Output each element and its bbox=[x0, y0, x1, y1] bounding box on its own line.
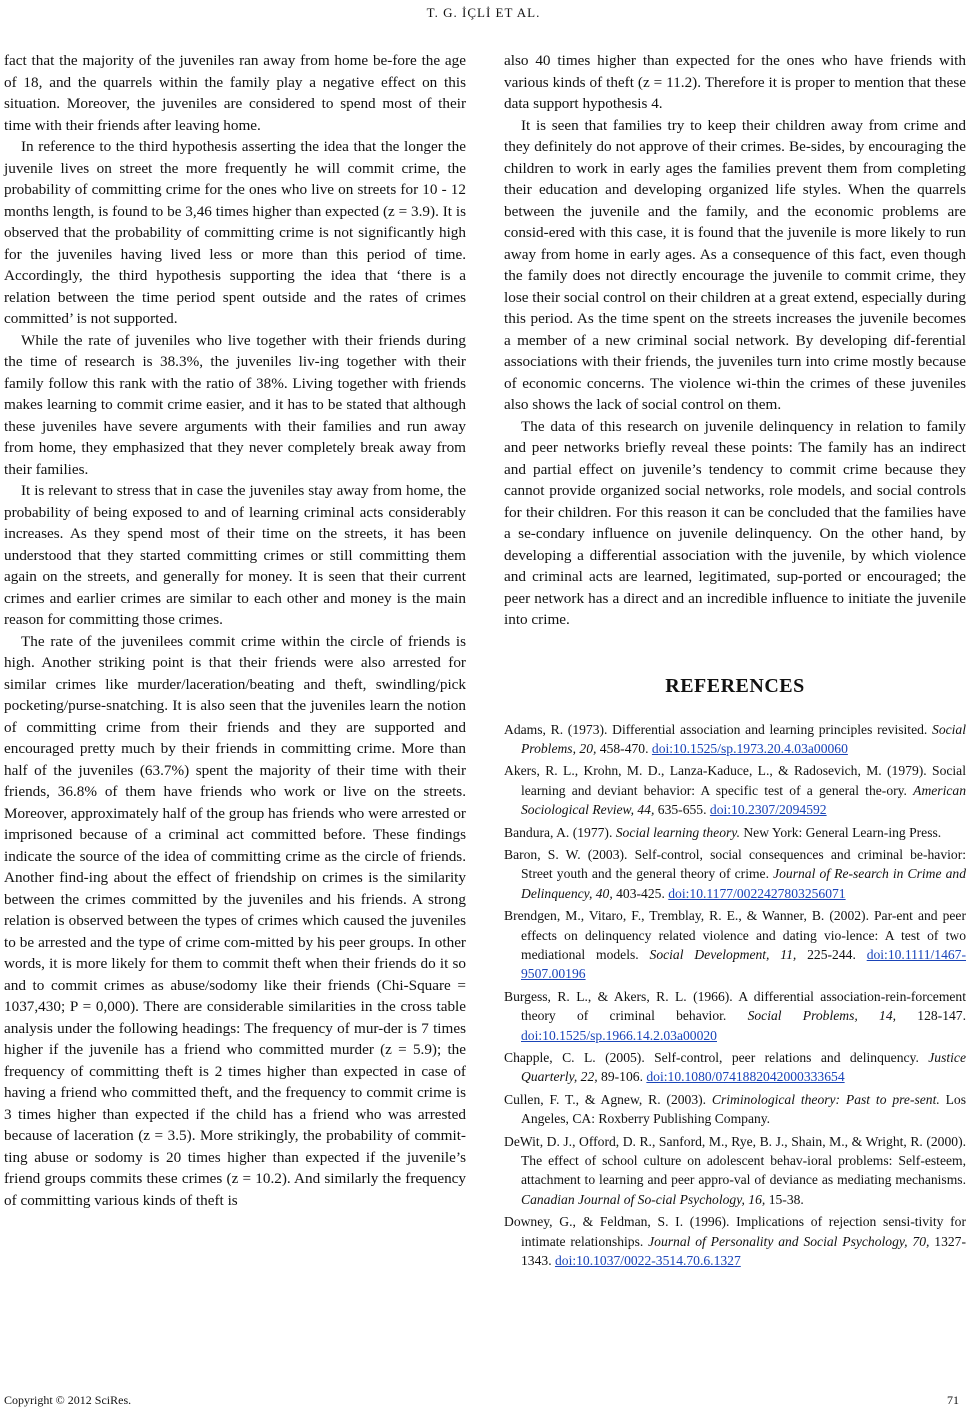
reference-text: Baron, S. W. (2003). Self-control, social consequences and criminal be-havior: Street youth and the general theory of crime. bbox=[504, 846, 966, 882]
right-column bbox=[504, 50, 966, 1273]
doi-link[interactable]: doi:10.1037/0022-3514.70.6.1327 bbox=[554, 1253, 741, 1269]
reference-item bbox=[504, 1048, 966, 1087]
reference-text: Adams, R. (1973). Differential association and learning principles revisited. bbox=[504, 721, 933, 737]
reference-pages: 1327-1343. bbox=[521, 1233, 967, 1269]
reference-source: Social Development, 11, bbox=[649, 946, 797, 962]
reference-item bbox=[504, 720, 966, 759]
page-number: 71 bbox=[947, 1393, 959, 1407]
reference-source: Social Problems, 20, bbox=[521, 721, 966, 756]
reference-pages: 15-38. bbox=[765, 1191, 804, 1207]
reference-pages: 225-244. bbox=[796, 946, 867, 962]
reference-item bbox=[504, 1132, 966, 1210]
reference-source: Journal of Personality and Social Psychology, 70, bbox=[648, 1233, 930, 1249]
paragraph: It is seen that families try to keep their children away from crime and they definitely do not approve of their crimes. Be-sides, by encouraging the children to work in early ages the families prevent them from completing their education and developing organized life styles. When the quarrels between the juvenile and the family, and the economic problems are consid-ered with this case, it is found that the juvenile is more likely to run away from home in early ages. As a consequence of this fact, even though the family does not directly encourage the juvenile to commit crime, they lose their social control on their children at a great extend, especially during this period. As the time spent on the streets increases the juvenile becomes a member of a new criminal social network. By developing dif-ferential associations with their friends, the juveniles turn into crime mostly because of economic concerns. The violence wi-thin the crimes of these juveniles also shows the lack of social control on them. bbox=[504, 116, 966, 413]
reference-item bbox=[504, 1090, 966, 1129]
left-column bbox=[4, 50, 466, 1211]
reference-source: Journal of Re-search in Crime and Delinquency, 40, bbox=[521, 866, 966, 901]
reference-pages: 635-655. bbox=[654, 802, 710, 818]
reference-pages: Los Angeles, CA: Roxberry Publishing Company. bbox=[521, 1091, 967, 1127]
reference-item bbox=[504, 906, 966, 984]
reference-pages: 89-106. bbox=[597, 1069, 647, 1085]
reference-text: Bandura, A. (1977). bbox=[504, 824, 616, 840]
doi-link[interactable]: doi:10.1525/sp.1966.14.2.03a00020 bbox=[521, 1027, 717, 1043]
reference-text: Chapple, C. L. (2005). Self-control, peer relations and delinquency. bbox=[504, 1050, 929, 1065]
reference-pages: 403-425. bbox=[612, 885, 669, 901]
doi-link[interactable]: doi:10.1111/1467-9507.00196 bbox=[521, 946, 966, 982]
reference-source: Criminological theory: Past to pre-sent. bbox=[711, 1091, 940, 1107]
paragraph: The rate of the juvenilees commit crime within the circle of friends is high. Another striking point is that their friends were also arrested for similar crimes like murder/laceration/beating and theft, swindling/pick pocketing/purse-snatching. It is also seen that the juveniles learn the notion of committing crime from their friends and they are supported and encouraged pretty much by their friends in committing crime. More than half of the juveniles (63.7%) spent the majority of their time with their friends, 36.8% of them have friends who work or live on the streets. Moreover, approximately half of the group has friends who were arrested or imprisoned because of a criminal act committed before. These findings indicate the source of the idea of committing crime as the circle of friends. Another find-ing about the effect of friendship on crimes is the similarity between the crimes committed by the juveniles and his friends. A strong relation is observed between the types of crimes which caused the juveniles to be arrested and the type of crime com-mitted by his peer groups. In other words, it is more likely for them to commit theft when their friends do it so and to commit crimes as abuse/sodomy like their friends (Chi-Square = 1037,430; P = 0,000). There are considerable similarities in the cross table analysis under the following headings: The frequency of mur-der is 7 times higher if the juvenile has a friend who committed murder (z = 5.9); the frequency of committing theft is 2 times higher than expected in case of having a friend who committed theft, and the frequency to commit crime is 3 times higher than expected if the child has a friend who was arrested because of laceration (z = 3.5). More strikingly, the probability of commit-ting abuse or sodomy is 20 times higher than expected if the juvenile’s friend groups commits these crimes (z = 10.2). And similarly the frequency of committing various kinds of theft is bbox=[4, 632, 466, 1209]
reference-item bbox=[504, 845, 966, 903]
reference-pages: New York: General Learn-ing Press. bbox=[739, 824, 942, 840]
reference-source: Social learning theory. bbox=[615, 824, 740, 840]
reference-pages: 128-147. bbox=[896, 1008, 967, 1024]
paragraph: While the rate of juveniles who live together with their friends during the time of research is 38.3%, the juveniles liv-ing together with their family follow this rank with the ratio of 38%. Living together with friends makes learning to commit crime easier, and it has to be stated that although these juveniles have severe arguments with their families and run away from home, they emphasized that they never completely break away from their families. bbox=[4, 331, 466, 478]
reference-item bbox=[504, 1212, 966, 1270]
reference-text: Akers, R. L., Krohn, M. D., Lanza-Kaduce, L., & Radosevich, M. (1979). Social learning and deviant behavior: A specific test of a general the-ory. bbox=[504, 763, 966, 798]
reference-source: Social Problems, 14, bbox=[747, 1008, 897, 1024]
paragraph: The data of this research on juvenile delinquency in relation to family and peer networks briefly reveal these points: The family has an indirect and partial effect on juvenile’s tendency to commit crime because they cannot provide organized social networks, role models, and social controls for their children. For this reason it can be concluded that the families have a se-condary influence on juvenile delinquency. On the other hand, by developing a differential association with the juvenile, by which violence and criminal acts are learned, legitimated, sup-ported or encouraged; the peer network has a direct and an incredible influence to initiate the juvenile into crime. bbox=[504, 417, 966, 628]
reference-text: Cullen, F. T., & Agnew, R. (2003). bbox=[504, 1091, 712, 1107]
reference-item bbox=[504, 987, 966, 1045]
reference-source: American Sociological Review, 44, bbox=[521, 782, 966, 818]
doi-link[interactable]: doi:10.1080/0741882042000333654 bbox=[646, 1069, 845, 1085]
reference-text: Burgess, R. L., & Akers, R. L. (1966). A differential association-rein-forcement theory of criminal behavior. bbox=[504, 988, 966, 1024]
running-head: T. G. İÇLİ ET AL. bbox=[426, 5, 541, 20]
paragraph: also 40 times higher than expected for the ones who have friends with various kinds of theft (z = 11.2). Therefore it is proper to mention that these data support hypothesis 4. bbox=[504, 52, 966, 112]
reference-item bbox=[504, 823, 966, 842]
paragraph: It is relevant to stress that in case the juveniles stay away from home, the probability of being exposed to and of learning criminal acts considerably increases. As they spend most of their time on the streets, it has been understood that they started committing crimes or still committing them again on the streets, and generally for money. It is seen that their current crimes and earlier crimes are similar to each other and money is the main reason for committing those crimes. bbox=[4, 482, 466, 628]
references-heading: REFERENCES bbox=[665, 674, 805, 697]
reference-source: Canadian Journal of So-cial Psychology, 16, bbox=[521, 1191, 766, 1207]
reference-item bbox=[504, 761, 966, 819]
reference-text: Downey, G., & Feldman, S. I. (1996). Implications of rejection sensi-tivity for intimate relationships. bbox=[504, 1214, 966, 1249]
doi-link[interactable]: doi:10.2307/2094592 bbox=[709, 802, 827, 818]
reference-source: Justice Quarterly, 22, bbox=[521, 1050, 966, 1085]
reference-text: Brendgen, M., Vitaro, F., Tremblay, R. E., & Wanner, B. (2002). Par-ent and peer effects on delinquency related violence and dating vio-lence: A test of two mediational models. bbox=[504, 908, 966, 962]
reference-list bbox=[504, 720, 966, 1271]
reference-text: DeWit, D. J., Offord, D. R., Sanford, M., Rye, B. J., Shain, M., & Wright, R. (2000). The effect of school culture on adolescent behav-ioral problems: Self-esteem, attachment to learning and peer appro-val of deviance as mediating mechanisms. bbox=[504, 1133, 966, 1188]
copyright: Copyright © 2012 SciRes. bbox=[4, 1393, 132, 1407]
paragraph: In reference to the third hypothesis asserting the idea that the longer the juvenile lives on street the more frequently he will commit crime, the probability of committing crime for the ones who live on streets for 10 - 12 months length, is found to be 3,46 times higher than expected (z = 3.9). It is observed that the probability of committing crime is not significantly high for the juveniles having lived less or more than this period of time. Accordingly, the third hypothesis supporting the idea that ‘there is a relation between the time period spent outside and the rates of crimes committed’ is not supported. bbox=[4, 138, 466, 327]
paragraph: fact that the majority of the juveniles ran away from home be-fore the age of 18, and the quarrels within the family play a negative effect on this situation. Moreover, the juveniles are considered to spend most of their time with their friends after leaving home. bbox=[4, 52, 466, 134]
doi-link[interactable]: doi:10.1177/0022427803256071 bbox=[668, 885, 846, 901]
doi-link[interactable]: doi:10.1525/sp.1973.20.4.03a00060 bbox=[651, 740, 848, 756]
reference-pages: 458-470. bbox=[596, 740, 652, 756]
